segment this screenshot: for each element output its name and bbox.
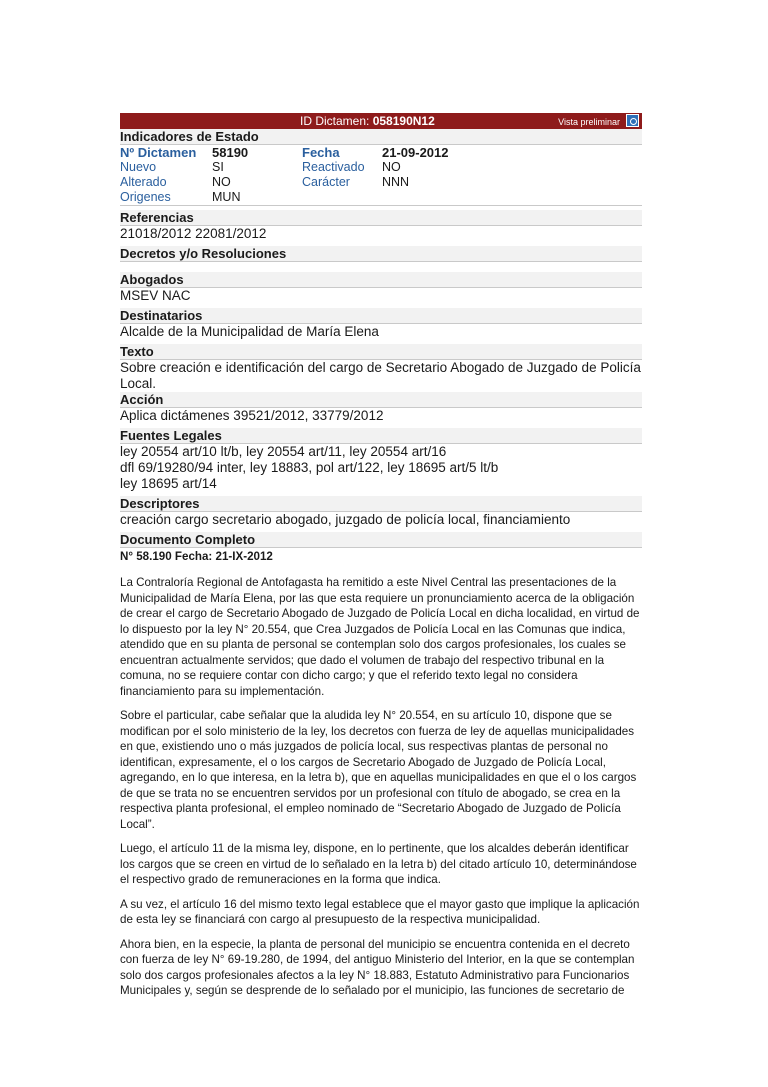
texto-title: Texto [120,344,642,360]
documento-paragraph: La Contraloría Regional de Antofagasta ha remitido a este Nivel Central las presentaciones de la Municipalidad de María Elena, por las que esta requiere un pronunciamiento acerca de la obligación de crear el cargo de Secretario Abogado de Juzgado de Policía Local en dicha localidad, en virtud de lo dispuesto por la ley N° 20.554, que Crea Juzgados de Policía Local en las Comunas que indica, atendido que en su planta de personal se contemplan solo dos cargos profesionales, los cuales se encuentran actualmente servidos; que dado el volumen de trabajo del respectivo tribunal en la comuna, no se requiere contar con dicho cargo; y que el referido texto legal no considera financiamiento para su implementación. [120,576,640,698]
fuentes-title: Fuentes Legales [120,428,642,444]
texto-value: Sobre creación e identificación del cargo de Secretario Abogado de Juzgado de Policía Local. [120,360,641,391]
documento-heading: N° 58.190 Fecha: 21-IX-2012 [120,550,273,563]
accion-value: Aplica dictámenes 39521/2012, 33779/2012 [120,408,384,423]
nuevo-value: SI [212,160,224,174]
dictamen-id: ID Dictamen: 058190N12 [300,114,435,128]
destinatarios-title: Destinatarios [120,308,642,324]
decretos-title: Decretos y/o Resoluciones [120,246,642,262]
referencias-title: Referencias [120,210,642,226]
indicadores-title: Indicadores de Estado [120,129,642,145]
documento-body [120,575,642,999]
documento-paragraph: Sobre el particular, cabe señalar que la aludida ley N° 20.554, en su artículo 10, dispone que se modifican por el solo ministerio de la ley, los decretos con fuerza de ley de aquellas municipalidades en que, existiendo uno o más juzgados de policía local, sus respectivas plantas de personal no identifican, expresamente, el o los cargos de Secretario Abogado de Juzgado de Policía Local, agregando, en lo que interesa, en la letra b), que en aquellas municipalidades en que el o los cargos de que se trata no se encuentren servidos por un profesional con título de abogado, se crea en la respectiva planta profesional, el empleo nominado de “Secretario Abogado de Juzgado de Policía Local”. [120,709,637,831]
caracter-label: Carácter [302,175,350,189]
fecha-value: 21-09-2012 [382,145,449,160]
preview-icon[interactable] [626,114,639,127]
fuentes-line: ley 20554 art/10 lt/b, ley 20554 art/11, ley 20554 art/16 [120,444,447,459]
descriptores-value: creación cargo secretario abogado, juzgado de policía local, financiamiento [120,512,571,527]
documento-paragraph: Ahora bien, en la especie, la planta de personal del municipio se encuentra contenida en el decreto con fuerza de ley N° 69-19.280, de 1994, del antiguo Ministerio del Interior, en la que se contemplan solo dos cargos profesionales afectos a la ley N° 18.883, Estatuto Administrativo para Funcionarios Municipales y, según se desprende de lo señalado por el municipio, las funciones de secretario de [120,937,635,997]
fecha-label: Fecha [302,145,340,160]
origenes-value: MUN [212,190,241,204]
reactivado-label: Reactivado [302,160,365,174]
documento-paragraph: Luego, el artículo 11 de la misma ley, dispone, en lo pertinente, que los alcaldes deberán identificar los cargos que se creen en virtud de lo señalado en la letra b) del citado artículo 10, determinándose el respectivo grado de remuneraciones en la forma que indica. [120,842,637,886]
reactivado-value: NO [382,160,401,174]
dictamen-page [120,113,642,1008]
dictamen-number-value: 58190 [212,145,249,160]
abogados-value: MSEV NAC [120,288,191,303]
nuevo-label: Nuevo [120,160,157,174]
descriptores-title: Descriptores [120,496,642,512]
dictamen-header-bar [120,113,642,129]
documento-title: Documento Completo [120,532,642,548]
documento-paragraph: A su vez, el artículo 16 del mismo texto legal establece que el mayor gasto que implique la aplicación de esta ley se financiará con cargo al presupuesto de la respectiva municipalidad. [120,897,640,926]
destinatarios-value: Alcalde de la Municipalidad de María Elena [120,324,379,339]
alterado-label: Alterado [120,175,167,189]
alterado-value: NO [212,175,231,189]
origenes-label: Origenes [120,190,171,204]
dictamen-number-label: Nº Dictamen [120,145,197,160]
indicadores-table [120,145,642,206]
accion-title: Acción [120,392,642,408]
referencias-value: 21018/2012 22081/2012 [120,226,267,241]
fuentes-line: dfl 69/19280/94 inter, ley 18883, pol art/122, ley 18695 art/5 lt/b [120,460,499,475]
preview-link[interactable]: Vista preliminar [558,117,620,127]
caracter-value: NNN [382,175,410,189]
abogados-title: Abogados [120,272,642,288]
fuentes-line: ley 18695 art/14 [120,476,217,491]
